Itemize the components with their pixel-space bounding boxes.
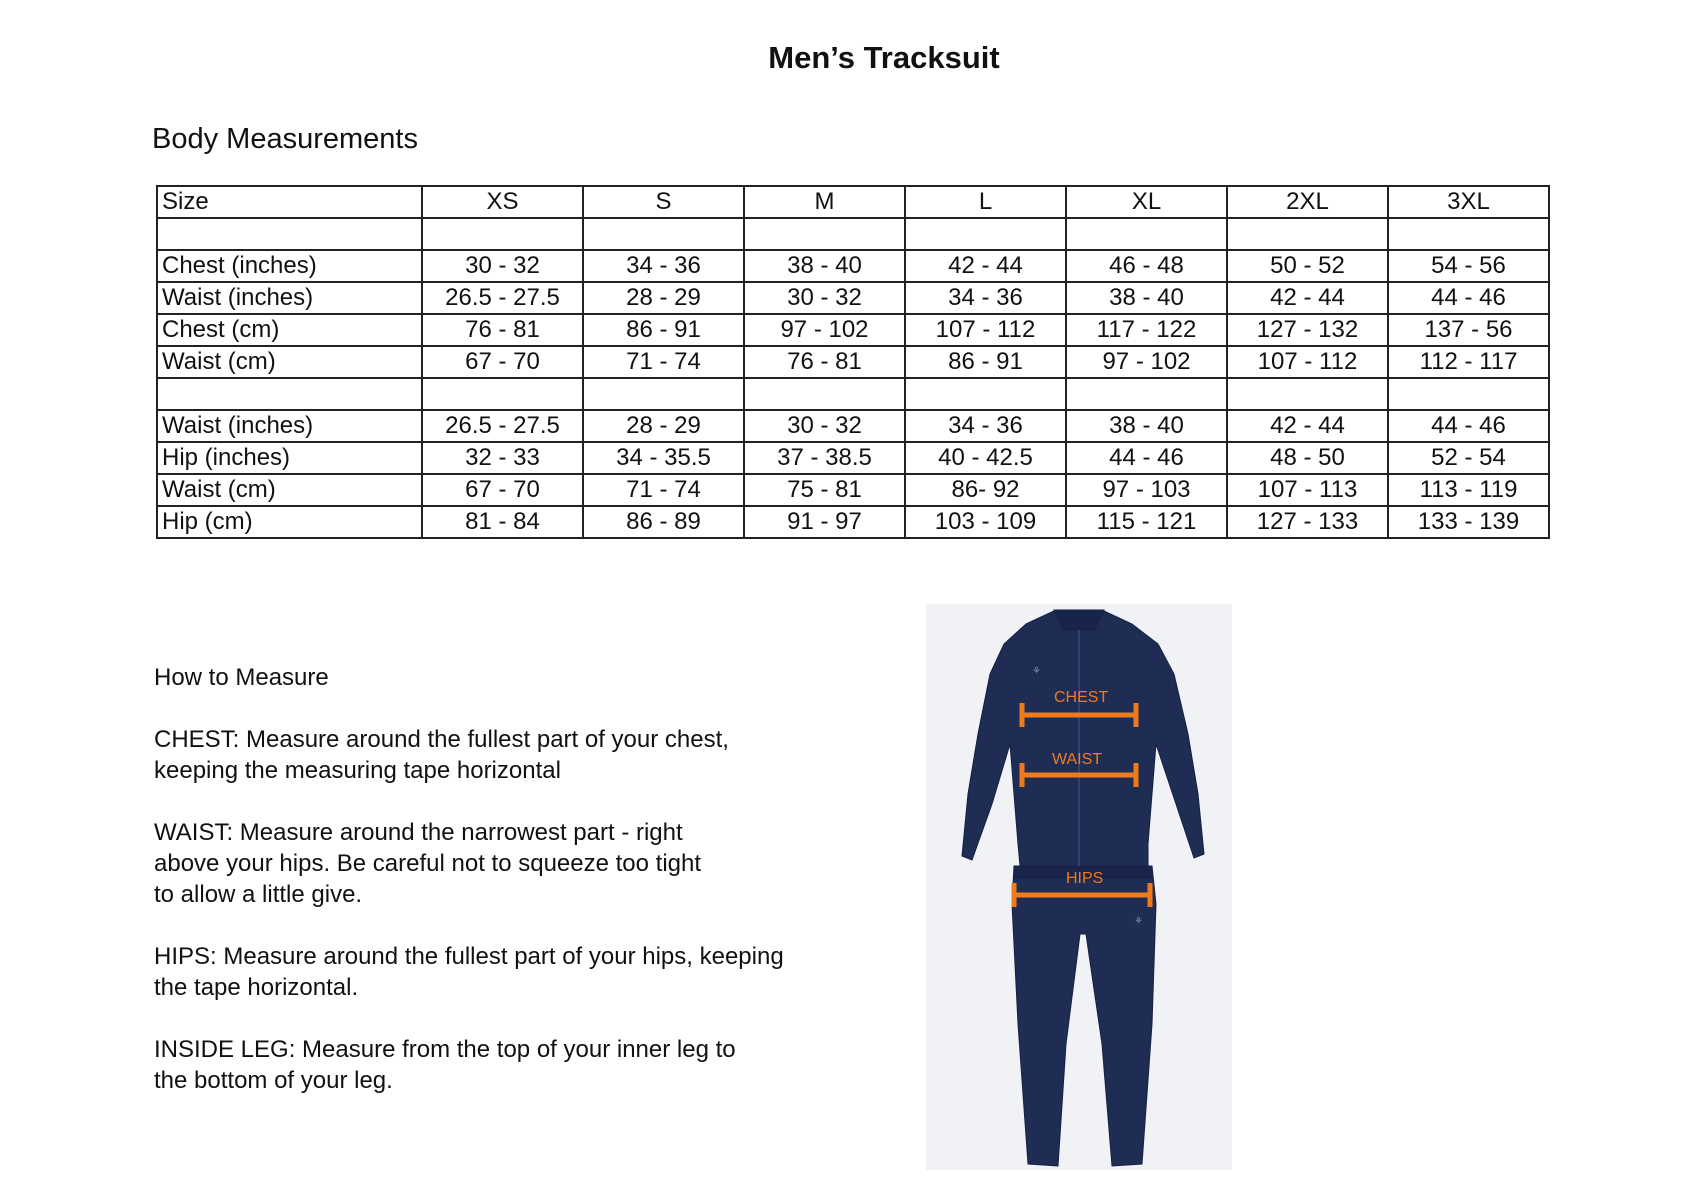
empty-cell	[1227, 218, 1388, 250]
hips-label: HIPS	[1066, 870, 1104, 887]
section-title: Body Measurements	[152, 123, 418, 155]
waist-label: WAIST	[1052, 751, 1103, 768]
measurement-value: 117 - 122	[1066, 314, 1227, 346]
measurement-value: 81 - 84	[422, 506, 583, 538]
measurement-value: 75 - 81	[744, 474, 905, 506]
measurement-value: 133 - 139	[1388, 506, 1549, 538]
measurement-value: 37 - 38.5	[744, 442, 905, 474]
measurement-value: 34 - 36	[583, 250, 744, 282]
measurement-value: 42 - 44	[1227, 410, 1388, 442]
measurement-value: 26.5 - 27.5	[422, 410, 583, 442]
measurement-row	[157, 314, 1549, 346]
how-to-line: INSIDE LEG: Measure from the top of your inner leg to	[154, 1036, 736, 1063]
jacket-logo: ⚘	[1032, 666, 1041, 677]
measurement-label: Chest (inches)	[157, 250, 422, 282]
measurement-value: 71 - 74	[583, 474, 744, 506]
empty-cell	[157, 218, 422, 250]
measurement-value: 86 - 89	[583, 506, 744, 538]
how-to-item	[154, 941, 874, 1003]
size-header-cell: 3XL	[1388, 186, 1549, 218]
how-to-heading: How to Measure	[154, 664, 329, 691]
measurement-value: 30 - 32	[744, 282, 905, 314]
spacer-row	[157, 218, 1549, 250]
empty-cell	[422, 378, 583, 410]
how-to-item	[154, 1034, 874, 1096]
measurement-value: 127 - 133	[1227, 506, 1388, 538]
measurement-value: 38 - 40	[1066, 410, 1227, 442]
how-to-item	[154, 817, 874, 910]
measurement-value: 54 - 56	[1388, 250, 1549, 282]
measurement-value: 46 - 48	[1066, 250, 1227, 282]
how-to-measure	[154, 662, 874, 1127]
measurement-value: 112 - 117	[1388, 346, 1549, 378]
empty-cell	[1066, 378, 1227, 410]
pants-logo: ⚘	[1134, 916, 1143, 927]
measurement-value: 44 - 46	[1388, 410, 1549, 442]
empty-cell	[583, 218, 744, 250]
measurement-label: Waist (cm)	[157, 346, 422, 378]
size-header-cell: L	[905, 186, 1066, 218]
measurement-row	[157, 282, 1549, 314]
measurement-value: 42 - 44	[1227, 282, 1388, 314]
measurement-value: 30 - 32	[422, 250, 583, 282]
measurement-value: 44 - 46	[1388, 282, 1549, 314]
measurement-value: 40 - 42.5	[905, 442, 1066, 474]
measurement-value: 67 - 70	[422, 346, 583, 378]
size-header-cell: S	[583, 186, 744, 218]
empty-cell	[1227, 378, 1388, 410]
empty-cell	[905, 378, 1066, 410]
how-to-line: WAIST: Measure around the narrowest part - right	[154, 819, 683, 846]
measurement-value: 34 - 36	[905, 282, 1066, 314]
measurement-value: 52 - 54	[1388, 442, 1549, 474]
measurement-value: 86 - 91	[583, 314, 744, 346]
how-to-line: the tape horizontal.	[154, 974, 359, 1001]
size-header-cell: XS	[422, 186, 583, 218]
measurement-value: 32 - 33	[422, 442, 583, 474]
measurement-value: 34 - 35.5	[583, 442, 744, 474]
measurement-value: 71 - 74	[583, 346, 744, 378]
how-to-line: above your hips. Be careful not to squeeze too tight	[154, 850, 702, 877]
track-pants	[1012, 866, 1156, 1166]
measurement-row	[157, 346, 1549, 378]
jacket-body	[962, 610, 1204, 866]
empty-cell	[744, 218, 905, 250]
measurement-value: 103 - 109	[905, 506, 1066, 538]
measurement-value: 48 - 50	[1227, 442, 1388, 474]
spacer-row	[157, 378, 1549, 410]
size-header-row	[157, 186, 1549, 218]
measurement-value: 86 - 91	[905, 346, 1066, 378]
how-to-item	[154, 724, 874, 786]
measurement-value: 97 - 102	[1066, 346, 1227, 378]
size-header-cell: 2XL	[1227, 186, 1388, 218]
measurement-value: 115 - 121	[1066, 506, 1227, 538]
how-to-items	[154, 724, 874, 1096]
how-to-line: CHEST: Measure around the fullest part of your chest,	[154, 726, 729, 753]
measurement-value: 34 - 36	[905, 410, 1066, 442]
size-chart-body	[157, 218, 1549, 538]
tracksuit-figure	[926, 604, 1232, 1170]
size-header-cell: M	[744, 186, 905, 218]
measurement-value: 107 - 112	[1227, 346, 1388, 378]
measurement-row	[157, 250, 1549, 282]
measurement-value: 97 - 103	[1066, 474, 1227, 506]
measurement-value: 86- 92	[905, 474, 1066, 506]
size-header-cell: XL	[1066, 186, 1227, 218]
empty-cell	[1388, 218, 1549, 250]
measurement-value: 97 - 102	[744, 314, 905, 346]
how-to-line: HIPS: Measure around the fullest part of your hips, keeping	[154, 943, 784, 970]
size-header-label: Size	[157, 186, 422, 218]
measurement-value: 42 - 44	[905, 250, 1066, 282]
tracksuit-illustration	[926, 604, 1232, 1170]
measurement-value: 107 - 112	[905, 314, 1066, 346]
empty-cell	[157, 378, 422, 410]
measurement-value: 38 - 40	[744, 250, 905, 282]
measurement-label: Waist (inches)	[157, 282, 422, 314]
measurement-label: Waist (inches)	[157, 410, 422, 442]
measurement-value: 67 - 70	[422, 474, 583, 506]
measurement-value: 44 - 46	[1066, 442, 1227, 474]
measurement-label: Waist (cm)	[157, 474, 422, 506]
measurement-value: 50 - 52	[1227, 250, 1388, 282]
empty-cell	[1066, 218, 1227, 250]
measurement-value: 76 - 81	[744, 346, 905, 378]
measurement-value: 76 - 81	[422, 314, 583, 346]
measurement-value: 28 - 29	[583, 282, 744, 314]
measurement-value: 26.5 - 27.5	[422, 282, 583, 314]
empty-cell	[422, 218, 583, 250]
how-to-line: keeping the measuring tape horizontal	[154, 757, 561, 784]
chest-label: CHEST	[1054, 689, 1109, 706]
measurement-value: 113 - 119	[1388, 474, 1549, 506]
empty-cell	[1388, 378, 1549, 410]
measurement-row	[157, 506, 1549, 538]
measurement-label: Hip (cm)	[157, 506, 422, 538]
measurement-label: Hip (inches)	[157, 442, 422, 474]
measurement-row	[157, 410, 1549, 442]
measurement-value: 137 - 56	[1388, 314, 1549, 346]
size-chart-table	[156, 185, 1550, 539]
measurement-row	[157, 442, 1549, 474]
empty-cell	[583, 378, 744, 410]
measurement-value: 127 - 132	[1227, 314, 1388, 346]
empty-cell	[905, 218, 1066, 250]
page-title: Men’s Tracksuit	[768, 40, 1000, 75]
empty-cell	[744, 378, 905, 410]
measurement-row	[157, 474, 1549, 506]
measurement-value: 107 - 113	[1227, 474, 1388, 506]
measurement-label: Chest (cm)	[157, 314, 422, 346]
measurement-value: 38 - 40	[1066, 282, 1227, 314]
measurement-value: 28 - 29	[583, 410, 744, 442]
how-to-line: the bottom of your leg.	[154, 1067, 393, 1094]
measurement-value: 91 - 97	[744, 506, 905, 538]
measurement-value: 30 - 32	[744, 410, 905, 442]
how-to-line: to allow a little give.	[154, 881, 363, 908]
